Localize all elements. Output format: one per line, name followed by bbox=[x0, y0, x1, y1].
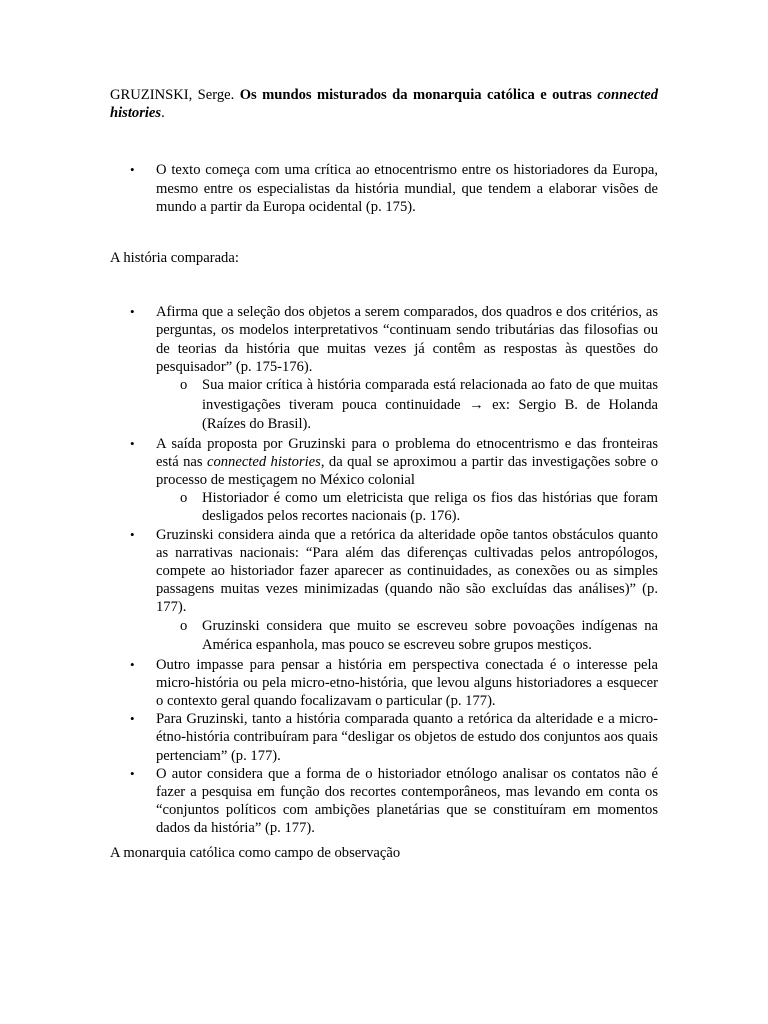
list-item bbox=[110, 526, 658, 656]
sub-list-item bbox=[156, 376, 658, 435]
intro-bullet-text: O texto começa com uma crítica ao etnocentrismo entre os historiadores da Europa, mesmo entre os especialistas da história mundial, que tendem a elaborar visões de mundo a partir da Europa ocidental (p. 175). bbox=[156, 162, 658, 215]
list-item bbox=[110, 765, 658, 838]
sub-bullet-glyph: o bbox=[180, 490, 188, 507]
sub-list-item bbox=[156, 489, 658, 525]
section-heading-historia-comparada: A história comparada: bbox=[110, 250, 239, 267]
list-item-text: A saída proposta por Gruzinski para o problema do etnocentrismo e das fronteiras está nas bbox=[156, 435, 658, 470]
bibliographic-reference bbox=[110, 86, 658, 122]
sub-item-text: Sua maior crítica à história comparada está relacionada ao fato de que muitas investigações tiveram pouca continuidade bbox=[202, 377, 658, 413]
intro-list bbox=[110, 161, 658, 216]
sub-bullet-glyph: o bbox=[180, 617, 188, 634]
list-item-text: Para Gruzinski, tanto a história comparada quanto a retórica da alteridade e a micro-étno-história contribuíram para “desligar os objetos de estudo dos conjuntos aos quais pertenciam” (p. 177). bbox=[156, 711, 658, 764]
reference-author: GRUZINSKI, Serge. bbox=[110, 87, 240, 103]
reference-title-italic: connected histories bbox=[110, 87, 659, 122]
arrow-icon: → bbox=[469, 396, 484, 413]
reference-period: . bbox=[161, 105, 165, 122]
bullet-glyph: • bbox=[130, 162, 135, 178]
list-item-italic: connected histories bbox=[206, 453, 321, 470]
bullet-glyph: • bbox=[130, 656, 135, 672]
sub-item-text: Gruzinski considera que muito se escreveu sobre povoações indígenas na América espanhola, mas pouco se escreveu sobre grupos mestiços. bbox=[202, 617, 658, 654]
intro-bullet-item bbox=[110, 161, 658, 216]
bullet-glyph: • bbox=[130, 435, 135, 451]
bullet-glyph: • bbox=[130, 711, 135, 727]
list-item-text: Outro impasse para pensar a história em perspectiva conectada é o interesse pela micro-história ou pela micro-etno-história, que levou alguns historiadores a esquecer o contexto geral quando focalizavam o particular (p. 177). bbox=[156, 656, 658, 709]
reference-title: Os mundos misturados da monarquia católica e outras bbox=[239, 87, 598, 103]
sub-item-text: Historiador é como um eletricista que religa os fios das histórias que foram desligados pelos recortes nacionais (p. 176). bbox=[202, 490, 658, 525]
list-item-text: O autor considera que a forma de o historiador etnólogo analisar os contatos não é fazer a pesquisa em função dos recortes contemporâneos, mas levando em conta os “conjuntos políticos com ambições planetárias que se constituíram em momentos dados da história” (p. 177). bbox=[156, 765, 658, 837]
sub-list bbox=[156, 376, 658, 435]
sub-bullet-glyph: o bbox=[180, 377, 188, 394]
list-item bbox=[110, 710, 658, 765]
main-bullet-list bbox=[110, 303, 658, 837]
sub-list-item bbox=[156, 617, 658, 656]
document-body bbox=[110, 86, 658, 862]
list-item-text-end: , da qual se aproximou a partir das investigações sobre o processo de mestiçagem no México colonial bbox=[156, 453, 658, 488]
sub-item-text-end: ex: Sergio B. de Holanda (Raízes do Brasil). bbox=[202, 396, 658, 433]
bullet-glyph: • bbox=[130, 304, 135, 320]
bullet-glyph: • bbox=[130, 765, 135, 781]
list-item bbox=[110, 435, 658, 526]
list-item bbox=[110, 303, 658, 434]
list-item-text: Gruzinski considera ainda que a retórica da alteridade opõe tantos obstáculos quanto as narrativas nacionais: “Para além das diferenças cultivadas pelos antropólogos, compete ao historiador fazer aparecer as continuidades, as conexões ou as simples passagens muitas vezes minimizadas (quando não são excluídas das análises)” (p. 177). bbox=[156, 526, 658, 616]
section-heading-monarquia-catolica: A monarquia católica como campo de observação bbox=[110, 844, 401, 861]
sub-list bbox=[156, 617, 658, 656]
list-item bbox=[110, 656, 658, 711]
sub-list bbox=[156, 489, 658, 525]
list-item-text: Afirma que a seleção dos objetos a serem comparados, dos quadros e dos critérios, as perguntas, os modelos interpretativos “continuam sendo tributárias das filosofias ou de teorias da história que muitas vezes já contêm as respostas às questões do pesquisador” (p. 175-176). bbox=[156, 304, 658, 375]
bullet-glyph: • bbox=[130, 526, 135, 542]
